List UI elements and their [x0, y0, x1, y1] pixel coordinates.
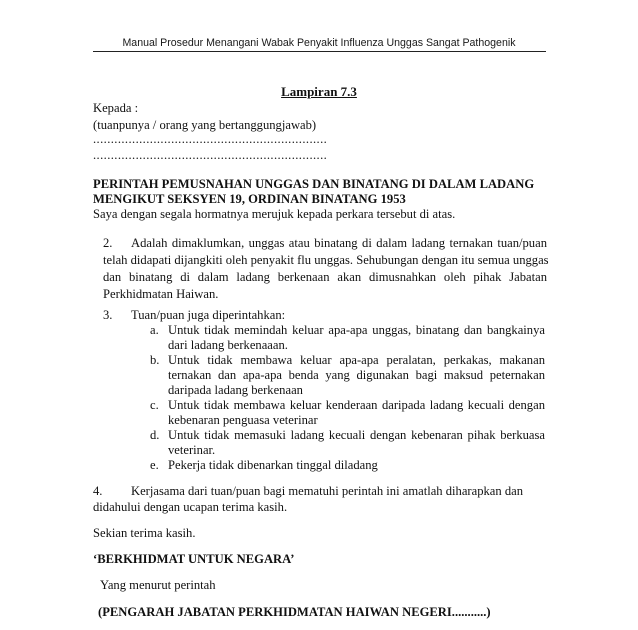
item-c-line-2: kebenaran penguasa veterinar	[168, 413, 318, 427]
subject-line-2: MENGIKUT SEKSYEN 19, ORDINAN BINATANG 1953	[93, 192, 406, 206]
para2-line-2: telah didapati dijangkiti oleh penyakit flu unggas. Sehubungan dengan itu semua unggas	[103, 253, 549, 267]
para2-line-3: dan binatang di dalam ladang berkenaan akan dimusnahkan oleh pihak Jabatan	[103, 270, 547, 284]
address-dotted-line-1: ..................................................................	[93, 132, 328, 146]
para3-number: 3.	[103, 308, 113, 322]
signatory: (PENGARAH JABATAN PERKHIDMATAN HAIWAN NEGERI...........)	[98, 605, 491, 619]
para4-number: 4.	[93, 484, 103, 498]
item-b-line-2: ternakan dan apa-apa benda yang digunakan bagi maksud peternakan	[168, 368, 545, 382]
recipient-note: (tuanpunya / orang yang bertanggungjawab)	[93, 118, 317, 132]
item-d-text	[168, 428, 545, 458]
address-dotted-line-2: ..................................................................	[93, 148, 328, 162]
recipient-label: Kepada :	[93, 101, 139, 115]
opening-sentence: Saya dengan segala hormatnya merujuk kepada perkara tersebut di atas.	[93, 207, 456, 221]
motto: ‘BERKHIDMAT UNTUK NEGARA’	[93, 552, 295, 566]
item-a-text	[168, 323, 545, 353]
item-c-letter: c.	[150, 398, 159, 412]
para4-line-1: Kerjasama dari tuan/puan bagi mematuhi perintah ini amatlah diharapkan dan	[131, 484, 524, 498]
item-a-line-1: Untuk tidak memindah keluar apa-apa unggas, binatang dan bangkainya	[168, 323, 545, 337]
closing-text: Sekian terima kasih.	[93, 526, 196, 540]
item-b-line-3: daripada ladang berkenaan	[168, 383, 303, 397]
header-rule	[93, 51, 546, 52]
subject-line-1: PERINTAH PEMUSNAHAN UNGGAS DAN BINATANG DI DALAM LADANG	[93, 177, 535, 191]
item-b-line-1: Untuk tidak membawa keluar apa-apa peralatan, perkakas, makanan	[168, 353, 545, 367]
para2-number: 2.	[103, 236, 113, 250]
item-a-letter: a.	[150, 323, 159, 337]
item-a-line-2: dari ladang berkenaaan.	[168, 338, 288, 352]
yours-faithfully: Yang menurut perintah	[100, 578, 216, 592]
item-e-line-1: Pekerja tidak dibenarkan tinggal diladang	[168, 458, 378, 472]
item-b-letter: b.	[150, 353, 160, 367]
appendix-title: Lampiran 7.3	[281, 84, 357, 99]
item-c-line-1: Untuk tidak membawa keluar kenderaan daripada ladang kecuali dengan	[168, 398, 545, 412]
para3-intro: Tuan/puan juga diperintahkan:	[131, 308, 286, 322]
item-e-letter: e.	[150, 458, 159, 472]
item-d-line-2: veterinar.	[168, 443, 216, 457]
para2-line-4: Perkhidmatan Haiwan.	[103, 287, 219, 301]
item-d-line-1: Untuk tidak memasuki ladang kecuali dengan kebenaran pihak berkuasa	[168, 428, 545, 442]
item-d-letter: d.	[150, 428, 160, 442]
item-c-text	[168, 398, 545, 428]
running-header: Manual Prosedur Menangani Wabak Penyakit Influenza Unggas Sangat Pathogenik	[122, 37, 516, 49]
item-b-text	[168, 353, 545, 398]
para2-line-1: Adalah dimaklumkan, unggas atau binatang di dalam ladang ternakan tuan/puan	[131, 236, 547, 250]
para4-line-2: didahului dengan ucapan terima kasih.	[93, 500, 288, 514]
